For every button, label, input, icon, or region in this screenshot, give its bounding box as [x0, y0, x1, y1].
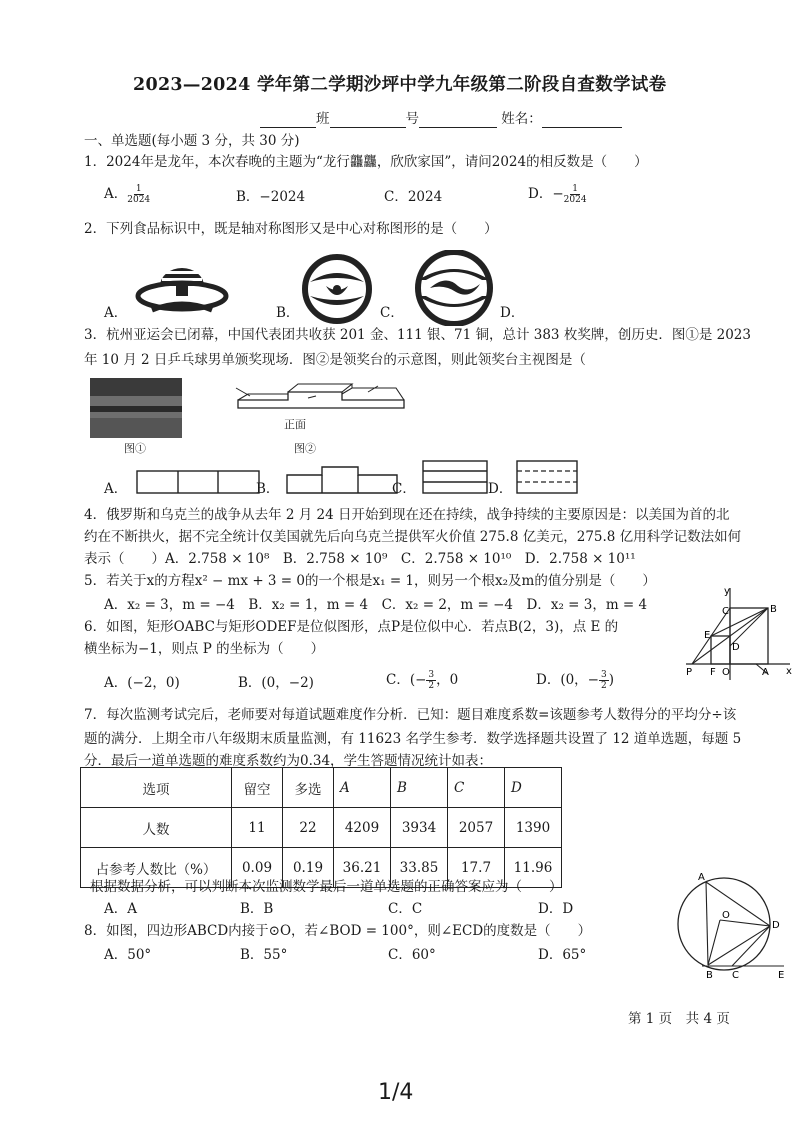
table-cell: 4209 — [334, 808, 391, 848]
question-2-stem: 2．下列食品标识中，既是轴对称图形又是中心对称图形的是（ ） — [84, 221, 498, 237]
student-info-line — [260, 110, 622, 128]
food-logo-b — [302, 254, 372, 324]
question-6-option-c — [386, 670, 458, 691]
figure-2-podium — [228, 378, 408, 430]
question-2-option-c-label: C． — [380, 305, 404, 321]
table-header-cell: 多选 — [283, 768, 334, 808]
class-label: 班 — [316, 111, 330, 127]
table-cell: 2057 — [448, 808, 505, 848]
fig6-label-d: D — [732, 642, 740, 653]
question-7-line3: 分．最后一道单选题的难度系数约为0.34，学生答题情况统计如表： — [84, 753, 493, 769]
table-cell: 17.7 — [448, 848, 505, 888]
figure-1-photo — [90, 378, 182, 438]
question-6-line2: 横坐标为−1，则点 P 的坐标为（ ） — [84, 641, 325, 657]
table-cell: 0.09 — [232, 848, 283, 888]
question-1-stem: 1．2024年是龙年，本次春晚的主题为“龙行龘龘，欣欣家国”，请问2024的相反数是（ ） — [84, 154, 648, 170]
option-tail: ，0 — [436, 672, 459, 688]
question-3-option-d-label: D． — [488, 481, 513, 497]
option-tail: ) — [608, 672, 615, 688]
table-header-row — [81, 768, 562, 808]
option-label: C．(− — [386, 672, 427, 688]
question-7-after: 根据数据分析，可以判断本次监测数学最后一道单选题的正确答案应为（ ） — [90, 879, 563, 895]
table-cell: 0.19 — [283, 848, 334, 888]
question-7-line2: 题的满分．上期全市八年级期末质量监测，有 11623 名学生参考．数学选择题共设置了 12 道单选题，每题 5 — [84, 731, 742, 747]
table-row — [81, 808, 562, 848]
fig8-label-e: E — [778, 970, 785, 980]
question-1-option-b: B．−2024 — [236, 189, 306, 205]
table-cell: 33.85 — [391, 848, 448, 888]
option-label: A． — [104, 186, 128, 202]
option-label: D．(0，− — [536, 672, 599, 688]
question-3-option-c-label: C． — [392, 481, 416, 497]
question-8-option-c: C．60° — [388, 947, 436, 963]
table-cell: 1390 — [505, 808, 562, 848]
question-8-option-b: B．55° — [240, 947, 288, 963]
fig6-label-f: F — [710, 667, 716, 678]
question-4-line1: 4．俄罗斯和乌克兰的战争从去年 2 月 24 日开始到现在还在持续，战争持续的主要原因是：以美国为首的北 — [84, 507, 730, 523]
exam-title: 2023—2024 学年第二学期沙坪中学九年级第二阶段自查数学试卷 — [133, 75, 667, 95]
question-3-line1: 3．杭州亚运会已闭幕，中国代表团共收获 201 金、111 银、71 铜，总计 383 枚奖牌，创历史．图①是 2023 — [84, 327, 751, 343]
fig8-label-o: O — [722, 910, 730, 921]
fraction: $\frac{3}{2}$ — [601, 670, 607, 691]
question-6-option-b: B．(0，−2) — [238, 675, 314, 691]
section-heading: 一、单选题(每小题 3 分，共 30 分) — [84, 133, 300, 149]
answer-stats-table — [80, 767, 562, 888]
name-blank — [542, 113, 622, 128]
table-cell: 11 — [232, 808, 283, 848]
option-label: D．− — [528, 186, 564, 202]
fig6-label-b: B — [770, 604, 777, 615]
fraction: $\frac{1}{2024}$ — [563, 184, 587, 205]
table-header-cell: B — [391, 768, 448, 808]
fig8-label-a: A — [698, 872, 705, 883]
question-7-option-c: C．C — [388, 901, 423, 917]
view-option-d — [516, 460, 578, 494]
view-option-c — [422, 460, 488, 494]
table-header-cell: 留空 — [232, 768, 283, 808]
name-blank-left — [419, 113, 497, 128]
view-option-b — [286, 466, 398, 494]
table-cell: 占参考人数比（%） — [81, 848, 232, 888]
table-header-cell: C — [448, 768, 505, 808]
question-2-option-b-label: B． — [276, 305, 300, 321]
number-label: 号 — [405, 111, 419, 127]
food-logo-a — [132, 262, 232, 320]
table-header-cell: 选项 — [81, 768, 232, 808]
table-cell: 36.21 — [334, 848, 391, 888]
question-3-line2: 年 10 月 2 日乒乓球男单颁奖现场．图②是领奖台的示意图，则此领奖台主视图是（ — [84, 352, 586, 368]
name-label: 姓名： — [501, 111, 542, 127]
front-label: 正面 — [284, 418, 306, 431]
class-blank — [260, 113, 316, 128]
table-header-cell: D — [505, 768, 562, 808]
page-footer: 第 1 页 共 4 页 — [628, 1011, 730, 1027]
food-logo-c — [412, 250, 496, 326]
question-7-option-a: A．A — [104, 901, 137, 917]
fraction: $\frac{1}{2024}$ — [127, 184, 151, 205]
table-cell: 3934 — [391, 808, 448, 848]
question-2-option-d-label: D． — [500, 305, 525, 321]
question-7-option-d: D．D — [538, 901, 574, 917]
question-8-option-d: D．65° — [538, 947, 587, 963]
figure-q6-coordinate — [682, 584, 794, 684]
question-5-options: A．x₂ = 3，m = −4 B．x₂ = 1，m = 4 C．x₂ = 2，m = −4 D．x₂ = 3，m = 4 — [104, 597, 648, 613]
table-header-cell: A — [334, 768, 391, 808]
question-3-option-a-label: A． — [104, 481, 128, 497]
fig8-label-c: C — [732, 970, 739, 980]
question-7-option-b: B．B — [240, 901, 274, 917]
question-4-line3: 表示（ ）A．2.758 × 10⁸ B．2.758 × 10⁹ C．2.758 × 10¹⁰ D．2.758 × 10¹¹ — [84, 551, 636, 567]
fig6-label-y: y — [724, 586, 730, 597]
fig6-label-o: O — [722, 667, 730, 678]
fig6-label-e: E — [704, 630, 711, 641]
question-4-line2: 约在不断拱火，据不完全统计仅美国就先后向乌克兰提供军火价值 275.8 亿美元，275.8 亿用科学记数法如何 — [84, 529, 742, 545]
question-1-option-c: C．2024 — [384, 189, 443, 205]
figure-q8-circle — [672, 870, 794, 980]
question-8-stem: 8．如图，四边形ABCD内接于⊙O，若∠BOD = 100°，则∠ECD的度数是（ ） — [84, 923, 592, 939]
fraction: $\frac{3}{2}$ — [428, 670, 435, 691]
question-7-line1: 7．每次监测考试完后，老师要对每道试题难度作分析．已知：题目难度系数=该题参考人数得分的平均分÷该 — [84, 707, 737, 723]
view-option-a — [136, 470, 260, 494]
fig8-label-b: B — [706, 970, 713, 980]
fig6-label-a: A — [762, 667, 769, 678]
question-8-option-a: A．50° — [104, 947, 152, 963]
question-1-option-a — [104, 184, 150, 205]
question-1-option-d — [528, 184, 587, 205]
question-6-line1: 6．如图，矩形OABC与矩形ODEF是位似图形，点P是位似中心．若点B(2，3)，点 E 的 — [84, 619, 619, 635]
table-cell: 11.96 — [505, 848, 562, 888]
fig8-label-d: D — [772, 920, 780, 931]
question-2-option-a-label: A． — [104, 305, 128, 321]
question-5-stem: 5．若关于x的方程x² − mx + 3 = 0的一个根是x₁ = 1，则另一个根x₂及m的值分别是（ ） — [84, 573, 656, 589]
question-3-option-b-label: B． — [256, 481, 280, 497]
figure-1-caption: 图① — [124, 442, 146, 455]
page-indicator: 1/4 — [378, 1080, 414, 1105]
fig6-label-p: P — [686, 667, 693, 678]
number-blank — [330, 113, 406, 128]
table-cell: 22 — [283, 808, 334, 848]
figure-2-caption: 图② — [294, 442, 316, 455]
table-cell: 人数 — [81, 808, 232, 848]
question-6-option-a: A．(−2，0) — [104, 675, 180, 691]
fig6-label-c: C — [722, 606, 729, 617]
fig6-label-x: x — [786, 666, 792, 677]
question-6-option-d — [536, 670, 614, 691]
